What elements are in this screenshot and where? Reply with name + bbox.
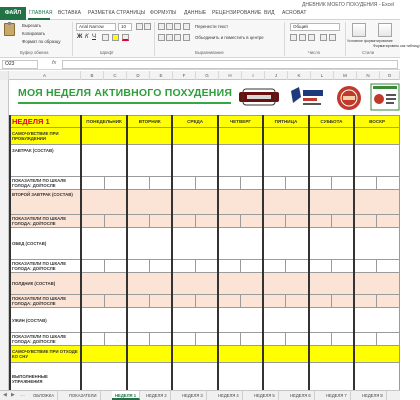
tab-insert[interactable]: ВСТАВКА xyxy=(58,10,82,16)
group-separator xyxy=(154,22,155,56)
cell[interactable] xyxy=(218,308,263,333)
hunger-row-3 xyxy=(10,260,400,273)
tab-page-layout[interactable]: РАЗМЕТКА СТРАНИЦЫ xyxy=(88,10,146,16)
decrease-decimal-icon[interactable] xyxy=(329,34,336,41)
cell[interactable] xyxy=(354,295,377,308)
column-header[interactable]: F xyxy=(173,71,196,80)
percent-icon[interactable] xyxy=(299,34,306,41)
align-bottom-icon[interactable] xyxy=(174,23,181,30)
cell[interactable] xyxy=(309,215,332,228)
title-underline xyxy=(18,102,231,104)
cell[interactable] xyxy=(309,145,354,177)
cell[interactable] xyxy=(286,295,309,308)
conditional-format-icon[interactable] xyxy=(352,23,366,37)
clipboard-group-label: Буфер обмена xyxy=(20,50,49,55)
snack-row xyxy=(10,273,400,295)
cell[interactable] xyxy=(263,333,286,346)
week-label[interactable]: НЕДЕЛЯ 1 xyxy=(10,116,81,128)
column-header[interactable]: O xyxy=(380,71,400,80)
cell[interactable] xyxy=(286,333,309,346)
cell[interactable] xyxy=(331,177,354,190)
tab-acrobat[interactable]: ACROBAT xyxy=(282,10,307,16)
sheet-tab-week-7[interactable]: НЕДЕЛЯ 7 xyxy=(323,391,351,400)
row-label-hunger-4[interactable]: ПОКАЗАТЕЛИ ПО ШКАЛЕ ГОЛОДА: ДО/ПОСЛЕ xyxy=(10,295,81,308)
cell[interactable] xyxy=(218,215,241,228)
row-label-second-breakfast[interactable]: ВТОРОЙ ЗАВТРАК (СОСТАВ) xyxy=(10,190,81,215)
cell[interactable] xyxy=(127,128,172,145)
cell[interactable] xyxy=(81,260,104,273)
column-header[interactable]: B xyxy=(81,71,104,80)
cell[interactable] xyxy=(354,177,377,190)
cell[interactable] xyxy=(240,260,263,273)
italic-button[interactable]: К xyxy=(85,34,89,40)
cell[interactable] xyxy=(309,177,332,190)
sheet-tab-metrics[interactable]: ПОКАЗАТЕЛИ xyxy=(66,391,101,400)
tab-formulas[interactable]: ФОРМУЛЫ xyxy=(150,10,177,16)
tab-review[interactable]: РЕЦЕНЗИРОВАНИЕ xyxy=(212,10,262,16)
day-header-friday[interactable]: ПЯТНИЦА xyxy=(263,116,308,128)
tab-view[interactable]: ВИД xyxy=(264,10,275,16)
cell[interactable] xyxy=(331,260,354,273)
cell[interactable] xyxy=(127,333,150,346)
wakeup-row xyxy=(10,128,400,145)
cell[interactable] xyxy=(195,260,218,273)
cell[interactable] xyxy=(309,273,354,295)
row-label-exercises[interactable]: ВЫПОЛНЕННЫЕ УПРАЖНЕНИЯ xyxy=(10,363,81,395)
cell[interactable] xyxy=(354,215,377,228)
weekly-plan-table xyxy=(9,115,400,395)
formula-input[interactable] xyxy=(62,60,398,69)
fill-color-icon[interactable] xyxy=(112,34,119,41)
seal-logo-image xyxy=(334,84,364,112)
cell[interactable] xyxy=(150,215,173,228)
cell[interactable] xyxy=(172,346,217,363)
row-label-hunger-1[interactable]: ПОКАЗАТЕЛИ ПО ШКАЛЕ ГОЛОДА: ДО/ПОСЛЕ xyxy=(10,177,81,190)
day-header-sunday[interactable]: ВОСКР xyxy=(354,116,399,128)
day-header-monday[interactable]: ПОНЕДЕЛЬНИК xyxy=(81,116,127,128)
cell[interactable] xyxy=(309,308,354,333)
borders-icon[interactable] xyxy=(102,34,109,41)
format-as-table-button[interactable]: Форматировать как таблицу xyxy=(373,44,420,48)
cell[interactable] xyxy=(309,260,332,273)
cell[interactable] xyxy=(354,346,399,363)
cell[interactable] xyxy=(81,295,104,308)
format-painter-button[interactable]: Формат по образцу xyxy=(22,39,61,44)
cell[interactable] xyxy=(263,346,308,363)
column-header[interactable]: L xyxy=(311,71,334,80)
cell[interactable] xyxy=(377,295,400,308)
cell[interactable] xyxy=(81,177,104,190)
cell[interactable] xyxy=(172,128,217,145)
sheet-tab-week-2[interactable]: НЕДЕЛЯ 2 xyxy=(143,391,171,400)
wrap-text-button[interactable]: Перенести текст xyxy=(195,24,229,29)
cell[interactable] xyxy=(309,295,332,308)
currency-icon[interactable] xyxy=(290,34,297,41)
day-header-thursday[interactable]: ЧЕТВЕРГ xyxy=(218,116,263,128)
cell[interactable] xyxy=(354,273,399,295)
cell[interactable] xyxy=(263,260,286,273)
cell[interactable] xyxy=(218,346,263,363)
cell[interactable] xyxy=(195,177,218,190)
row-label-dinner[interactable]: УЖИН (СОСТАВ) xyxy=(10,308,81,333)
cell[interactable] xyxy=(150,295,173,308)
column-header[interactable]: I xyxy=(242,71,265,80)
cell[interactable] xyxy=(172,333,195,346)
indent-icon[interactable] xyxy=(183,34,190,41)
cell[interactable] xyxy=(104,215,127,228)
cell[interactable] xyxy=(218,273,263,295)
row-label-hunger-5[interactable]: ПОКАЗАТЕЛИ ПО ШКАЛЕ ГОЛОДА: ДО/ПОСЛЕ xyxy=(10,333,81,346)
insert-function-icon[interactable]: fx xyxy=(52,60,57,66)
increase-decimal-icon[interactable] xyxy=(320,34,327,41)
row-label-hunger-3[interactable]: ПОКАЗАТЕЛИ ПО ШКАЛЕ ГОЛОДА: ДО/ПОСЛЕ xyxy=(10,260,81,273)
cell[interactable] xyxy=(331,333,354,346)
column-header[interactable]: H xyxy=(219,71,242,80)
cell[interactable] xyxy=(263,145,308,177)
cell[interactable] xyxy=(172,308,217,333)
row-label-hunger-2[interactable]: ПОКАЗАТЕЛИ ПО ШКАЛЕ ГОЛОДА: ДО/ПОСЛЕ xyxy=(10,215,81,228)
font-size-select[interactable]: 10 xyxy=(118,23,132,31)
cell[interactable] xyxy=(195,215,218,228)
tab-file[interactable]: ФАЙЛ xyxy=(0,7,26,20)
column-header[interactable]: E xyxy=(150,71,173,80)
hunger-row-4 xyxy=(10,295,400,308)
cell[interactable] xyxy=(127,177,150,190)
cell[interactable] xyxy=(354,333,377,346)
cell[interactable] xyxy=(172,260,195,273)
cell[interactable] xyxy=(377,215,400,228)
cell[interactable] xyxy=(263,177,286,190)
group-separator xyxy=(284,22,285,56)
cell[interactable] xyxy=(172,177,195,190)
second-breakfast-row xyxy=(10,190,400,215)
group-separator xyxy=(72,22,73,56)
cell[interactable] xyxy=(309,128,354,145)
column-header[interactable]: C xyxy=(104,71,127,80)
orientation-icon[interactable] xyxy=(183,23,190,30)
cell[interactable] xyxy=(127,346,172,363)
cell[interactable] xyxy=(127,228,172,260)
cell[interactable] xyxy=(309,228,354,260)
align-center-icon[interactable] xyxy=(166,34,173,41)
cell[interactable] xyxy=(172,295,195,308)
cell[interactable] xyxy=(172,228,217,260)
dinner-row xyxy=(10,308,400,333)
more-sheets-icon[interactable]: … xyxy=(20,392,25,398)
font-group-label: Шрифт xyxy=(100,50,114,55)
cell[interactable] xyxy=(127,295,150,308)
row-label-breakfast[interactable]: ЗАВТРАК (СОСТАВ) xyxy=(10,145,81,177)
cell[interactable] xyxy=(240,177,263,190)
row-label-lunch[interactable]: ОБЕД (СОСТАВ) xyxy=(10,228,81,260)
align-top-icon[interactable] xyxy=(158,23,165,30)
column-header-bar xyxy=(0,71,400,80)
cell[interactable] xyxy=(127,215,150,228)
cell[interactable] xyxy=(218,333,241,346)
merge-center-button[interactable]: Объединить и поместить в центре xyxy=(195,35,264,40)
cell[interactable] xyxy=(81,346,127,363)
cell[interactable] xyxy=(263,128,308,145)
column-header[interactable]: J xyxy=(265,71,288,80)
cell[interactable] xyxy=(377,333,400,346)
bold-button[interactable]: Ж xyxy=(77,34,83,40)
cell[interactable] xyxy=(218,145,263,177)
select-all-corner[interactable] xyxy=(0,71,9,80)
sheet-tab-week-8[interactable]: НЕДЕЛЯ 8 xyxy=(359,391,387,400)
ribbon-tab-bar xyxy=(0,0,400,20)
cell[interactable] xyxy=(172,145,217,177)
cell[interactable] xyxy=(286,177,309,190)
brand-logo-image xyxy=(237,87,281,107)
cell[interactable] xyxy=(263,273,308,295)
bedtime-row xyxy=(10,346,400,363)
underline-button[interactable]: Ч xyxy=(92,34,96,40)
format-as-table-icon[interactable] xyxy=(378,23,392,37)
day-header-saturday[interactable]: СУББОТА xyxy=(309,116,354,128)
row-label-bedtime[interactable]: САМОЧУВСТВИЕ ПРИ ОТХОДЕ КО СНУ xyxy=(10,346,81,363)
cell[interactable] xyxy=(354,145,399,177)
cell[interactable] xyxy=(172,215,195,228)
cell[interactable] xyxy=(240,295,263,308)
conditional-format-button[interactable]: Условное форматирование xyxy=(347,39,393,43)
tab-data[interactable]: ДАННЫЕ xyxy=(184,10,207,16)
hunger-row-2 xyxy=(10,215,400,228)
cell[interactable] xyxy=(263,215,286,228)
badge-logo-image xyxy=(370,83,400,111)
cell[interactable] xyxy=(240,215,263,228)
cell[interactable] xyxy=(309,346,354,363)
cell[interactable] xyxy=(81,333,104,346)
cell[interactable] xyxy=(81,215,104,228)
alignment-group-label: Выравнивание xyxy=(195,50,224,55)
cell[interactable] xyxy=(263,295,286,308)
hunger-row-5 xyxy=(10,333,400,346)
formula-bar xyxy=(0,59,400,70)
styles-group-label: Стили xyxy=(362,50,375,55)
cell[interactable] xyxy=(240,333,263,346)
cell[interactable] xyxy=(81,145,127,177)
cell[interactable] xyxy=(377,260,400,273)
row-header-bar[interactable] xyxy=(0,80,9,390)
cell[interactable] xyxy=(150,333,173,346)
cell[interactable] xyxy=(81,308,127,333)
cut-button[interactable]: Вырезать xyxy=(22,23,42,28)
cell[interactable] xyxy=(104,295,127,308)
cell[interactable] xyxy=(195,295,218,308)
cell[interactable] xyxy=(331,215,354,228)
cell[interactable] xyxy=(218,295,241,308)
cell[interactable] xyxy=(172,273,217,295)
sheet-tab-week-4[interactable]: НЕДЕЛЯ 4 xyxy=(215,391,243,400)
cell[interactable] xyxy=(354,128,399,145)
cell[interactable] xyxy=(286,215,309,228)
cell[interactable] xyxy=(81,273,127,295)
column-header[interactable]: G xyxy=(196,71,219,80)
cell[interactable] xyxy=(127,145,172,177)
number-format-select[interactable]: Общий xyxy=(290,23,340,31)
cell[interactable] xyxy=(218,128,263,145)
cell[interactable] xyxy=(263,190,308,215)
name-box[interactable]: O23 xyxy=(2,60,38,69)
column-header[interactable]: D xyxy=(127,71,150,80)
cell[interactable] xyxy=(218,177,241,190)
day-header-tuesday[interactable]: ВТОРНИК xyxy=(127,116,172,128)
font-color-icon[interactable] xyxy=(122,34,129,41)
cell[interactable] xyxy=(104,333,127,346)
shrink-font-icon[interactable] xyxy=(144,23,151,30)
cell[interactable] xyxy=(286,260,309,273)
cell[interactable] xyxy=(150,177,173,190)
sheet-tab-cover[interactable]: ОБЛОЖКА xyxy=(30,391,58,400)
column-header[interactable]: N xyxy=(357,71,380,80)
prev-sheet-icon[interactable]: ◀ xyxy=(3,392,7,398)
sheet-tab-week-3[interactable]: НЕДЕЛЯ 3 xyxy=(179,391,207,400)
cell[interactable] xyxy=(127,308,172,333)
align-right-icon[interactable] xyxy=(174,34,181,41)
copy-button[interactable]: Копировать xyxy=(22,31,46,36)
worksheet[interactable] xyxy=(9,80,400,390)
column-header[interactable]: K xyxy=(288,71,311,80)
cell[interactable] xyxy=(354,190,399,215)
cell[interactable] xyxy=(354,308,399,333)
group-separator xyxy=(345,22,346,56)
cell[interactable] xyxy=(172,190,217,215)
cell[interactable] xyxy=(150,260,173,273)
align-left-icon[interactable] xyxy=(158,34,165,41)
cell[interactable] xyxy=(263,308,308,333)
cell[interactable] xyxy=(104,177,127,190)
cell[interactable] xyxy=(195,333,218,346)
hunger-row-1 xyxy=(10,177,400,190)
sheet-tab-week-5[interactable]: НЕДЕЛЯ 5 xyxy=(251,391,279,400)
cell[interactable] xyxy=(81,190,127,215)
cell[interactable] xyxy=(218,190,263,215)
lunch-row xyxy=(10,228,400,260)
cell[interactable] xyxy=(331,295,354,308)
tab-home[interactable]: ГЛАВНАЯ xyxy=(29,10,53,16)
sheet-tab-week-1[interactable]: НЕДЕЛЯ 1 xyxy=(112,391,140,400)
cell[interactable] xyxy=(354,260,377,273)
cell[interactable] xyxy=(377,177,400,190)
row-label-wakeup[interactable]: САМОЧУВСТВИЕ ПРИ ПРОБУЖДЕНИИ xyxy=(10,128,81,145)
cell[interactable] xyxy=(127,190,172,215)
cell[interactable] xyxy=(309,333,332,346)
cell[interactable] xyxy=(218,228,263,260)
column-header[interactable]: M xyxy=(334,71,357,80)
sheet-tab-week-6[interactable]: НЕДЕЛЯ 6 xyxy=(287,391,315,400)
cell[interactable] xyxy=(354,228,399,260)
ribbon-body xyxy=(0,20,420,58)
sheet-tab-bar xyxy=(0,390,400,400)
cell[interactable] xyxy=(81,228,127,260)
breakfast-row xyxy=(10,145,400,177)
window-title: ДНЕВНИК МОЕГО ПОХУДЕНИЯ - Excel xyxy=(302,2,395,8)
week-header-row xyxy=(10,116,400,128)
column-header[interactable]: A xyxy=(9,71,81,80)
cell[interactable] xyxy=(127,273,172,295)
grow-font-icon[interactable] xyxy=(136,23,143,30)
cell[interactable] xyxy=(127,260,150,273)
emblem-logo-image xyxy=(287,85,325,109)
day-header-wednesday[interactable]: СРЕДА xyxy=(172,116,217,128)
number-group-label: Число xyxy=(308,50,321,55)
sheet-title: МОЯ НЕДЕЛЯ АКТИВНОГО ПОХУДЕНИЯ xyxy=(18,87,233,99)
cell[interactable] xyxy=(218,260,241,273)
cell[interactable] xyxy=(263,228,308,260)
title-band xyxy=(9,80,400,115)
cell[interactable] xyxy=(309,190,354,215)
cell[interactable] xyxy=(104,260,127,273)
font-name-select[interactable]: Arial Narrow xyxy=(76,23,116,31)
paste-icon[interactable] xyxy=(4,23,15,36)
thousands-icon[interactable] xyxy=(308,34,315,41)
cell[interactable] xyxy=(81,128,127,145)
row-label-snack[interactable]: ПОЛДНИК (СОСТАВ) xyxy=(10,273,81,295)
align-middle-icon[interactable] xyxy=(166,23,173,30)
next-sheet-icon[interactable]: ▶ xyxy=(11,392,15,398)
